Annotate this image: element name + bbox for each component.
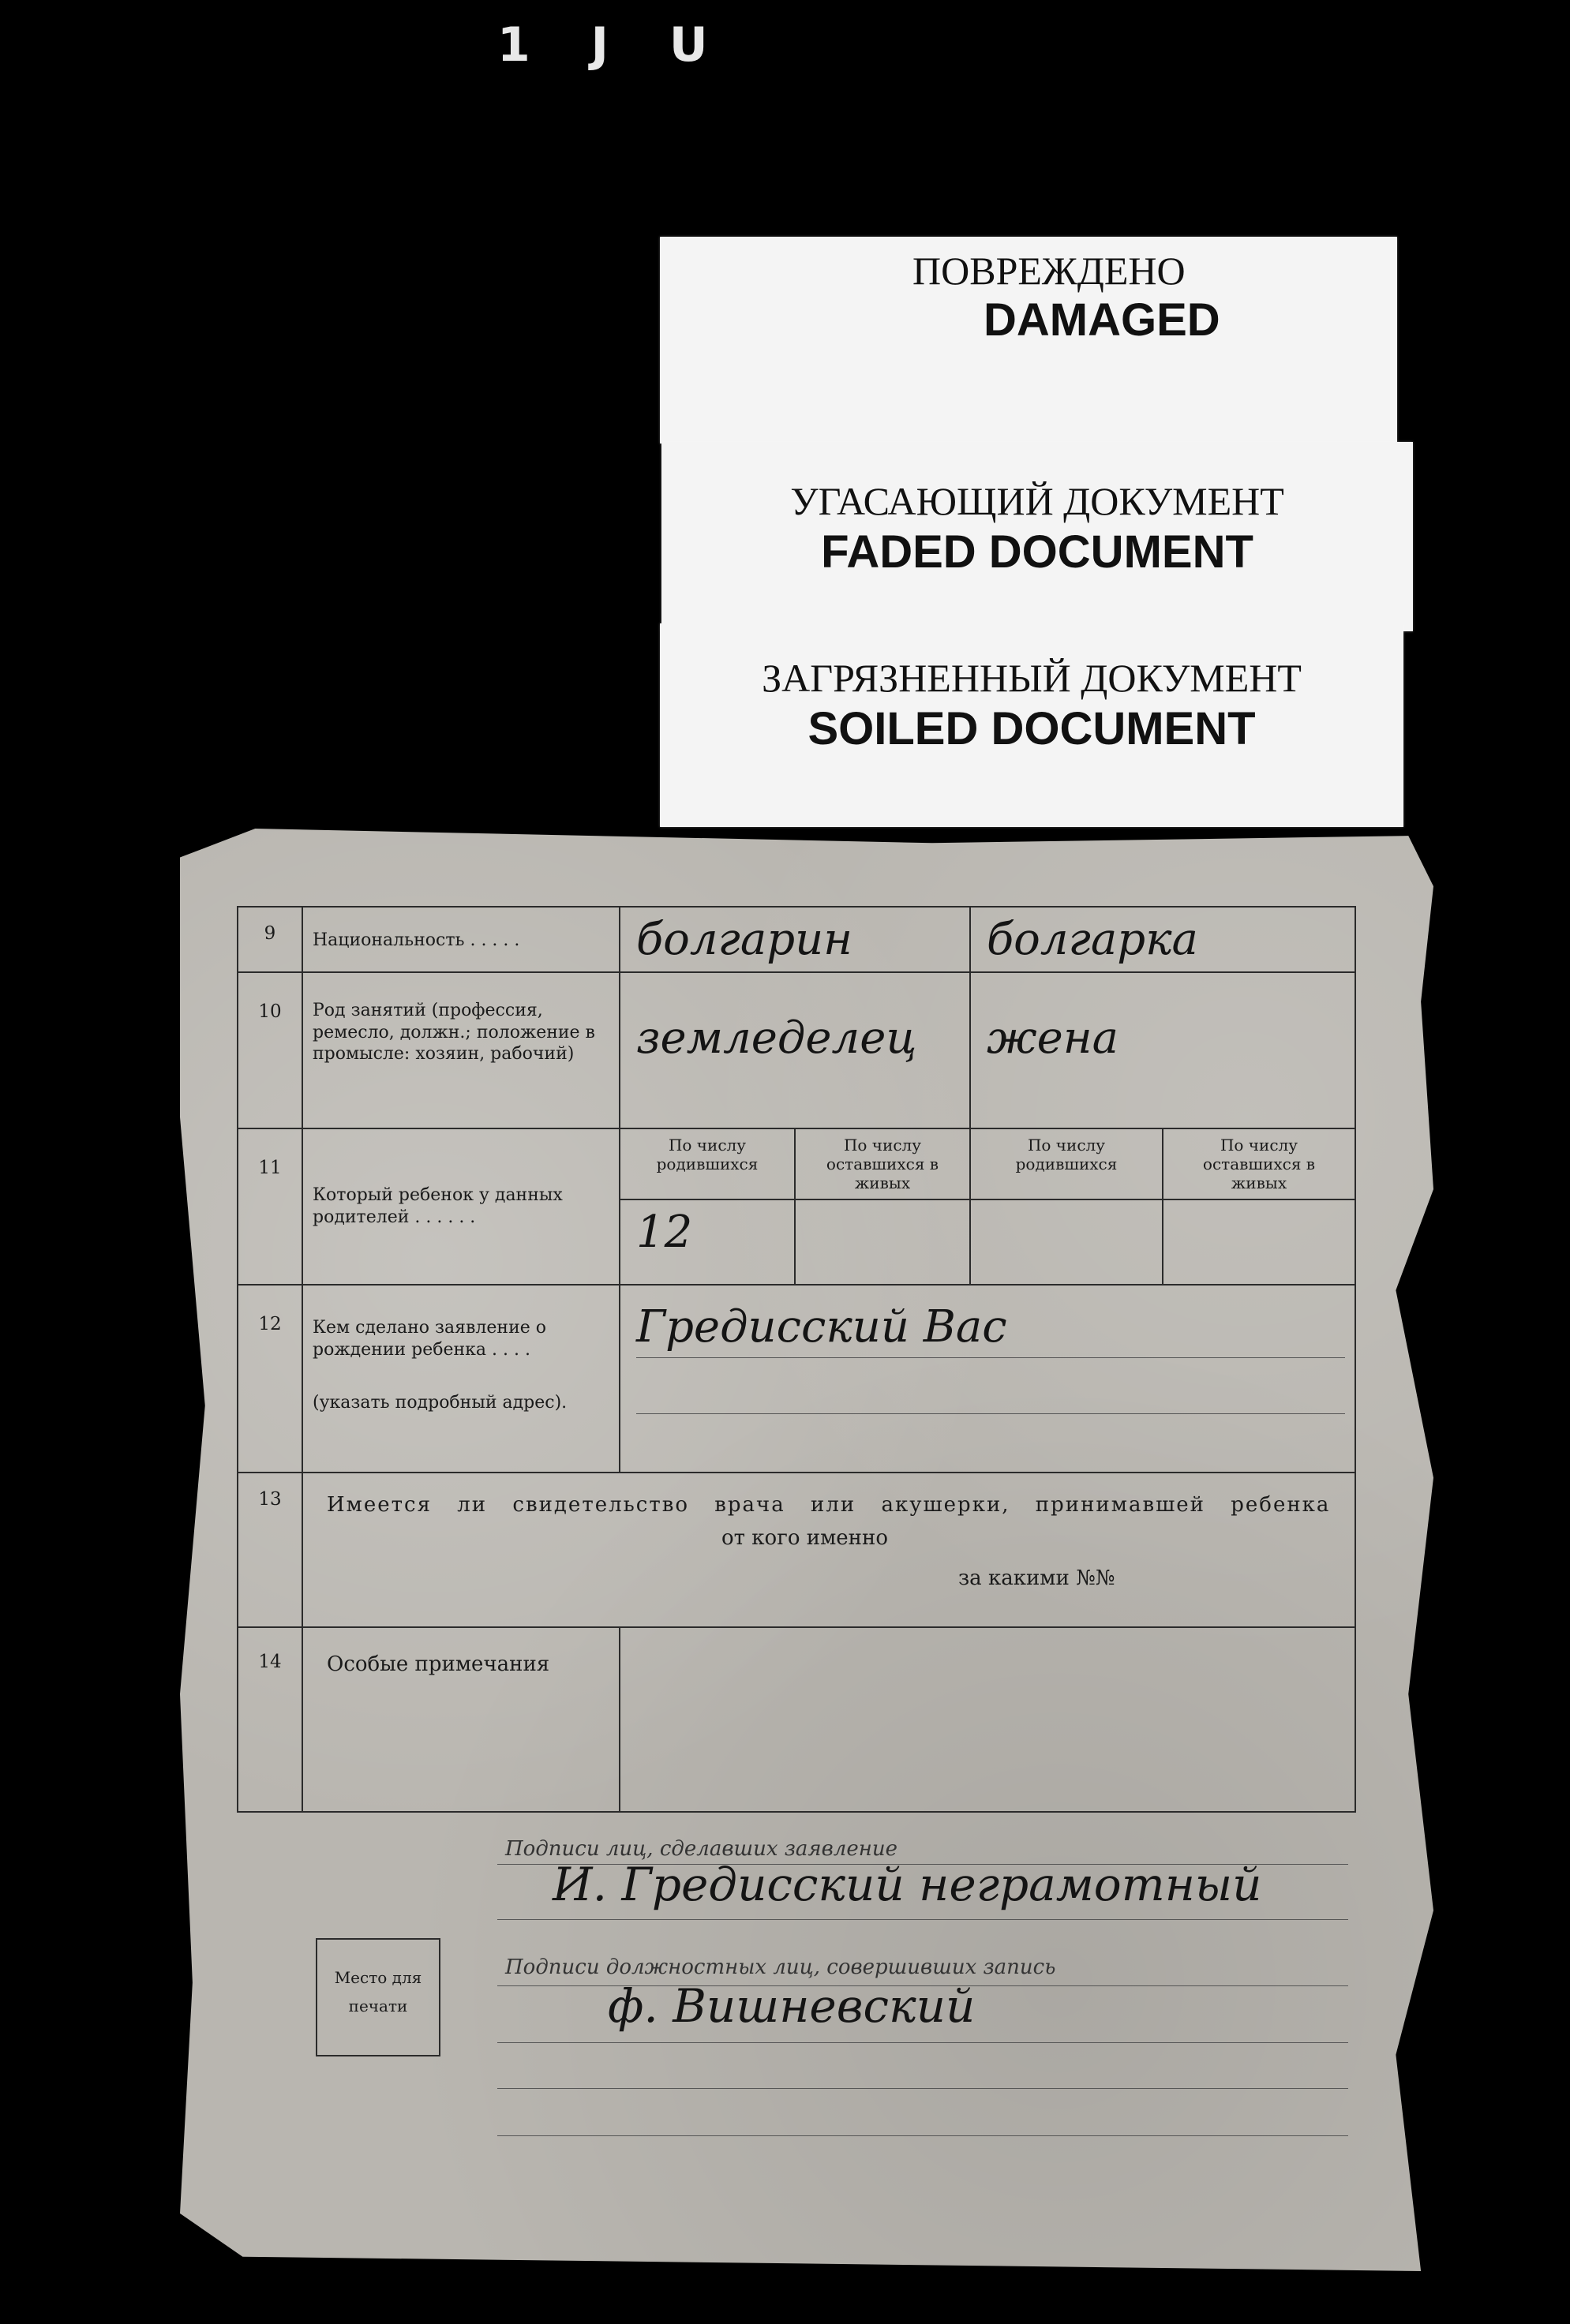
soiled-label-en: SOILED DOCUMENT: [807, 703, 1256, 754]
officials-signature: ф. Вишневский: [608, 1979, 976, 2033]
declarant-name: Гредисский Вас: [636, 1301, 1007, 1353]
row-label: Который ребенок у данных родителей . . . . . .: [302, 1128, 620, 1285]
row-number: 10: [238, 972, 302, 1128]
mother-occupation: жена: [970, 972, 1355, 1128]
born-count-header: По числу родившихся: [620, 1129, 795, 1199]
declarant-value: [620, 1285, 1355, 1473]
faded-label: [661, 442, 1413, 631]
soiled-label: [660, 623, 1403, 827]
frame-number: 1 J U: [497, 17, 730, 73]
damaged-label-ru: ПОВРЕЖДЕНО: [912, 249, 1186, 293]
declarant-label: Кем сделано заявление о рождении ребенка . . . .: [313, 1318, 546, 1360]
alive-count-header: По числу оставшихся в живых: [1163, 1129, 1355, 1199]
born-count-value: [971, 1199, 1163, 1284]
row-label: Национальность . . . . .: [302, 907, 620, 972]
ruled-line: [497, 1919, 1348, 1920]
which-numbers-label: за какими №№: [958, 1566, 1115, 1591]
ruled-line: [497, 2088, 1348, 2089]
ruled-line: [636, 1357, 1345, 1358]
notes-value: [620, 1627, 1355, 1812]
address-label: (указать подробный адрес).: [313, 1393, 568, 1413]
row-number: 9: [238, 907, 302, 972]
row-nationality: [238, 907, 1355, 972]
soiled-label-ru: ЗАГРЯЗНЕННЫЙ ДОКУМЕНТ: [762, 656, 1302, 700]
row-number: 11: [238, 1128, 302, 1285]
applicant-signature: И. Гредисский неграмотный: [553, 1858, 1262, 1911]
father-nationality: болгарин: [620, 907, 970, 972]
certificate-label: Имеется ли свидетельство врача или акушерки, принимавшей ребенка: [327, 1493, 1331, 1517]
from-whom-label: от кого именно: [721, 1525, 888, 1550]
row-label: Род занятий (профессия, ремесло, должн.; положение в промысле: хозяин, рабочий): [302, 972, 620, 1128]
mother-nationality: болгарка: [970, 907, 1355, 972]
applicant-signature-label: Подписи лиц, сделавших заявление: [505, 1837, 897, 1861]
ruled-line: [497, 2135, 1348, 2136]
faded-label-ru: УГАСАЮЩИЙ ДОКУМЕНТ: [790, 479, 1284, 523]
row-number: 14: [238, 1627, 302, 1812]
ruled-line: [497, 2042, 1348, 2043]
mother-child-order: [970, 1128, 1355, 1285]
row-declarant: [238, 1285, 1355, 1473]
row-occupation: [238, 972, 1355, 1128]
ruled-line: [636, 1413, 1345, 1414]
father-occupation: земледелец: [620, 972, 970, 1128]
row-certificate: [238, 1473, 1355, 1627]
alive-count-value: [1163, 1199, 1355, 1284]
record-form: [237, 906, 1356, 1813]
certificate-question: [302, 1473, 1355, 1627]
born-count-header: По числу родившихся: [971, 1129, 1163, 1199]
row-number: 12: [238, 1285, 302, 1473]
alive-count-value: [795, 1199, 969, 1284]
row-label: Особые примечания: [302, 1627, 620, 1812]
signatures-section: [237, 1812, 1356, 2143]
row-child-order: [238, 1128, 1355, 1285]
faded-label-en: FADED DOCUMENT: [821, 526, 1253, 578]
father-child-order: [620, 1128, 970, 1285]
born-count-value: 12: [620, 1199, 795, 1284]
stamp-box: Место для печати: [316, 1938, 440, 2056]
row-number: 13: [238, 1473, 302, 1627]
officials-signature-label: Подписи должностных лиц, совершивших запись: [505, 1955, 1056, 1979]
alive-count-header: По числу оставшихся в живых: [795, 1129, 969, 1199]
row-label: [302, 1285, 620, 1473]
row-notes: [238, 1627, 1355, 1812]
damaged-label-en: DAMAGED: [984, 294, 1220, 346]
damaged-label: [660, 237, 1397, 443]
